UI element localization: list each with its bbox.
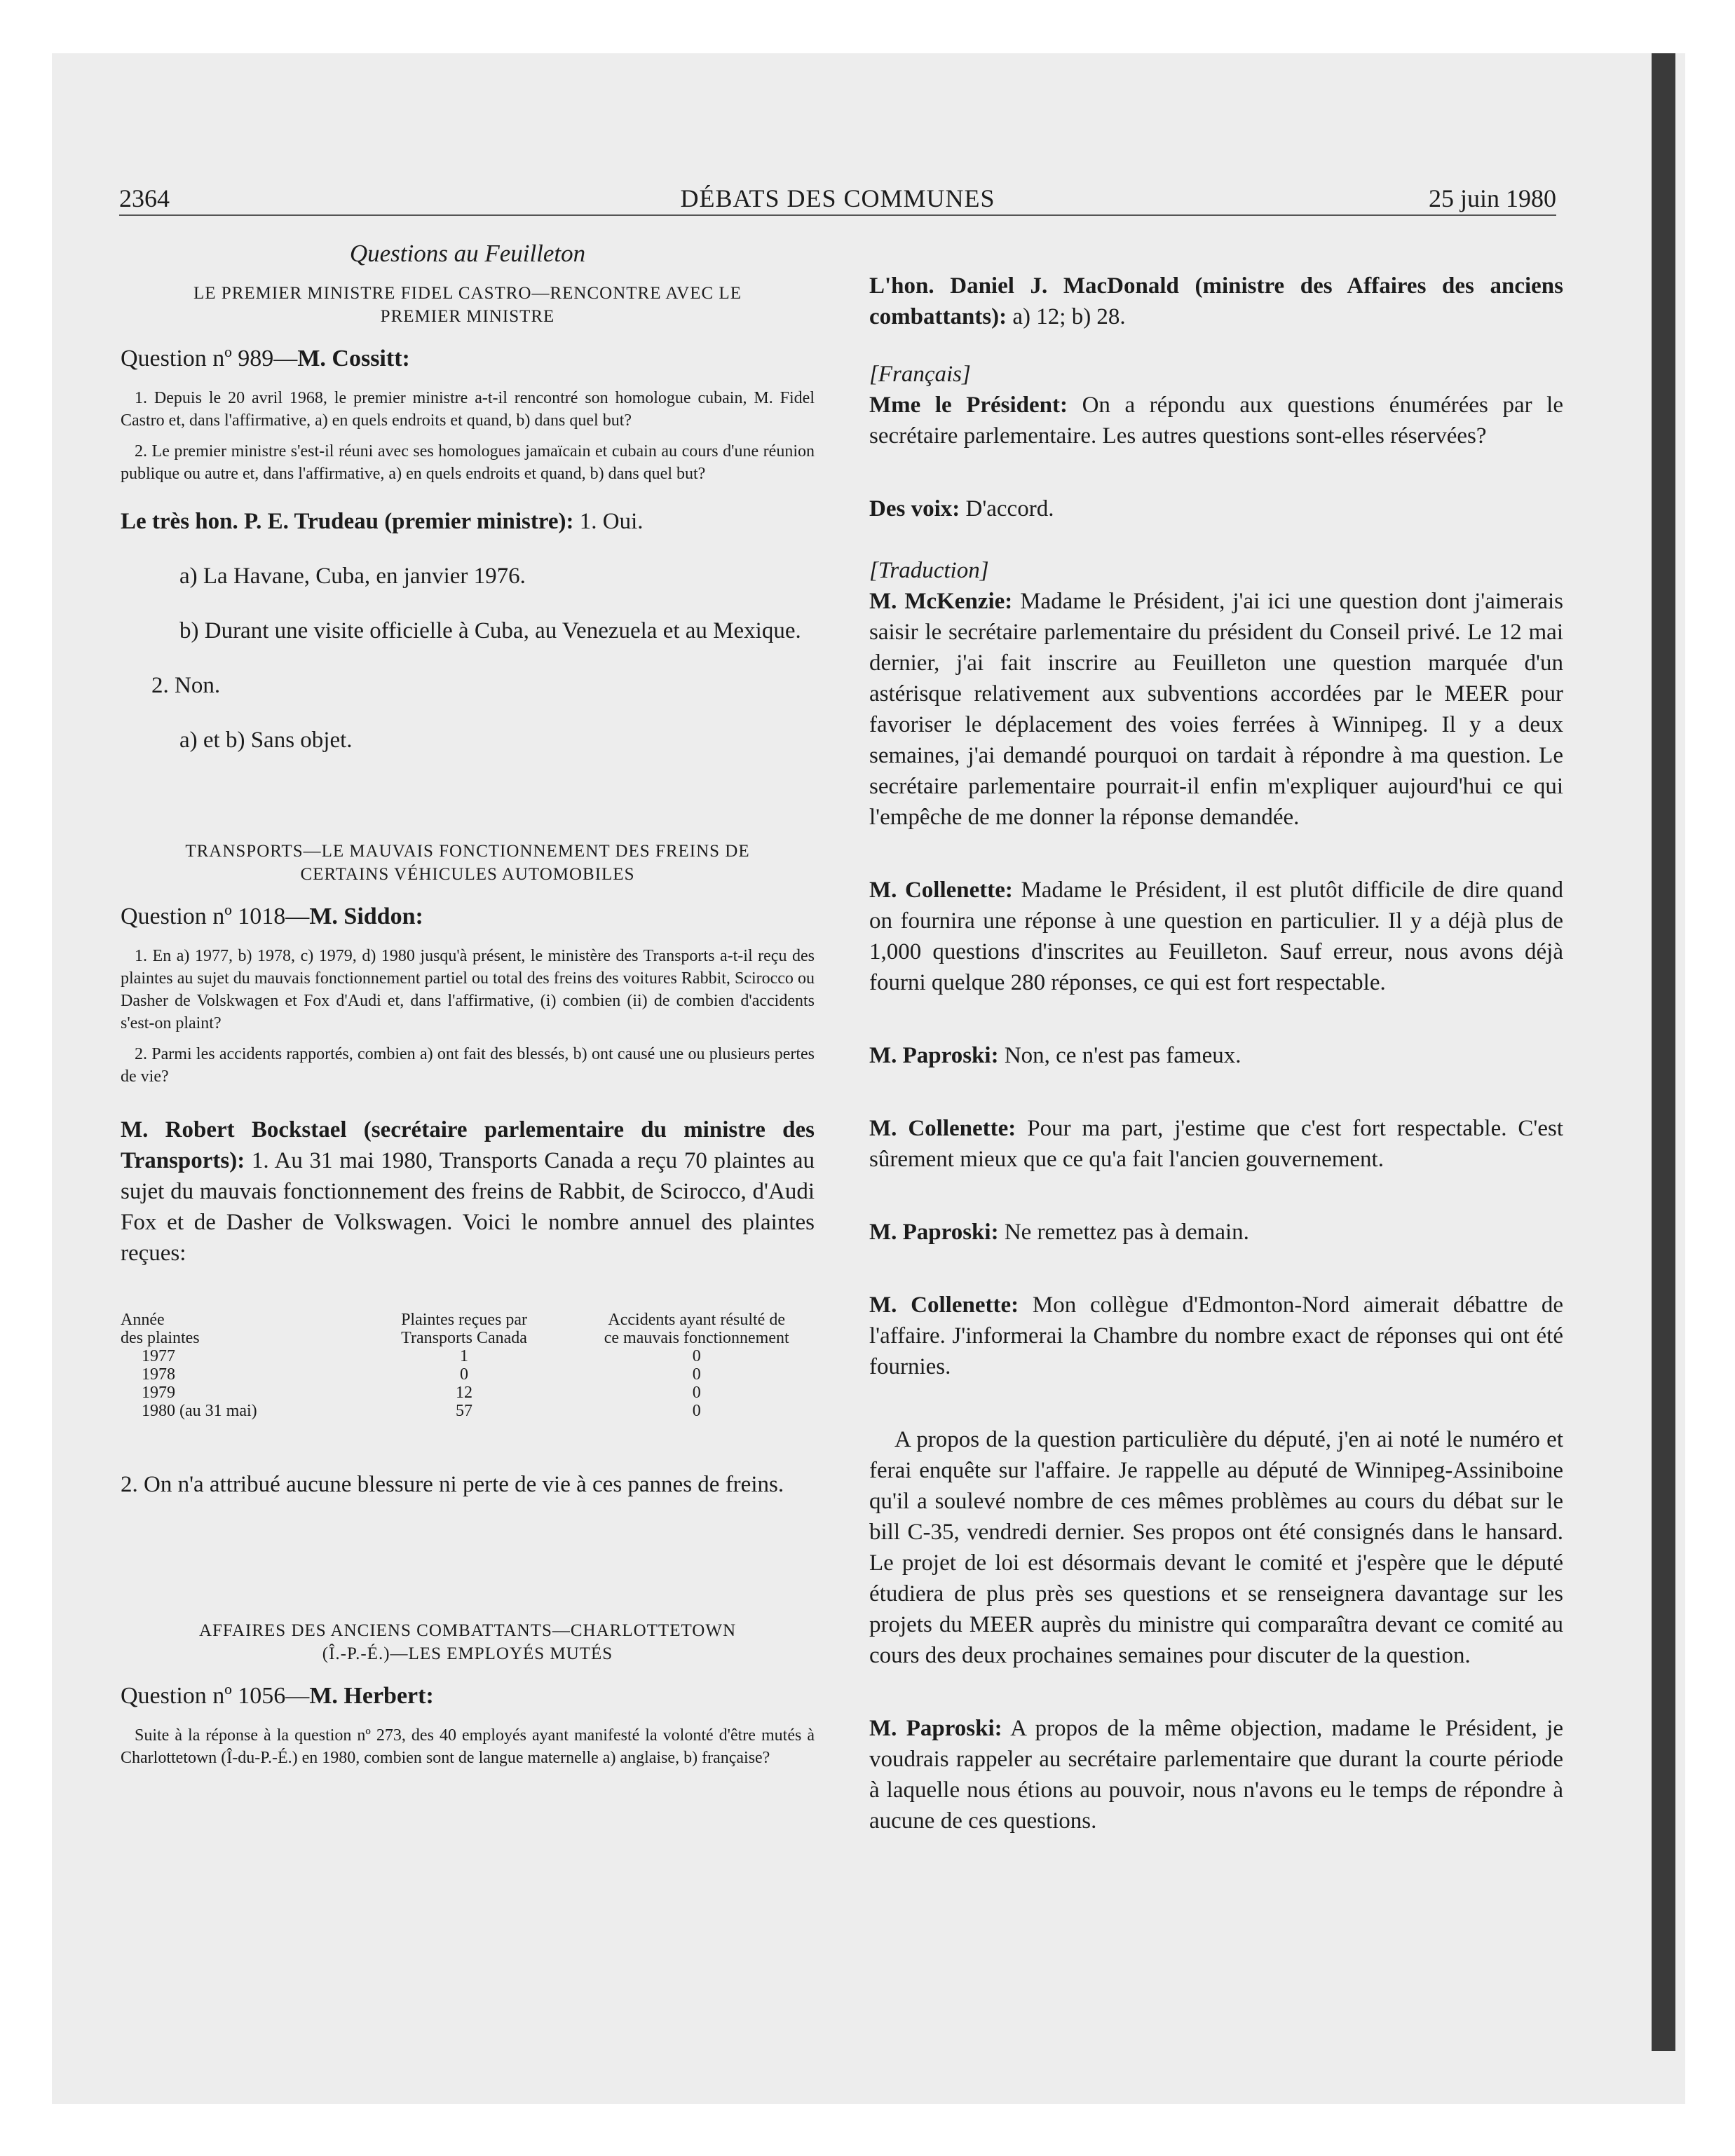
q989-answer-2: 2. Non. — [151, 673, 221, 698]
scan-edge-bar — [1652, 53, 1675, 2051]
question-1018 — [121, 840, 815, 1500]
speech-paproski-1-text: Non, ce n'est pas fameux. — [998, 1043, 1241, 1068]
speaker-paproski: M. Paproski: — [869, 1716, 1002, 1741]
q1056-text — [121, 1724, 815, 1769]
speech-mckenzie — [869, 586, 1563, 833]
speech-president — [869, 390, 1563, 451]
speech-paproski-3 — [869, 1713, 1563, 1836]
q989-answer-start: 1. Oui. — [573, 509, 644, 534]
speech-mckenzie-text: Madame le Président, j'ai ici une question dont j'aimerais saisir le secrétaire parlementaire du président du Conseil privé. Le 12 mai dernier, j'ai fait inscrire au Feuilleton une question marquée d'un astérisque relativement aux subventions accordées par le MEER pour favoriser le déplacement des voies ferrées à Winnipeg. Il y a deux semaines, j'ai demandé pourquoi on tardait à répondre à ma question. Le secrétaire parlementaire pourrait-il enfin m'expliquer aujourd'hui ce qui l'empêche de me donner la réponse demandée. — [869, 589, 1564, 830]
table-header-cell: Transports Canada — [401, 1329, 527, 1347]
q989-text — [121, 387, 815, 485]
q1056-number: Question nº 1056— — [121, 1683, 310, 1709]
table-cell: 1980 (au 31 mai) — [142, 1402, 257, 1420]
q1056-heading-line2: (Î.-P.-É.)—LES EMPLOYÉS MUTÉS — [322, 1644, 613, 1663]
speech-des-voix — [869, 493, 1563, 524]
speech-paproski-2-text: Ne remettez pas à demain. — [998, 1220, 1249, 1245]
speaker-collenette: M. Collenette: — [869, 878, 1013, 903]
q1018-number: Question nº 1018— — [121, 903, 310, 929]
question-1056 — [121, 1619, 815, 1769]
table-header-row — [121, 1311, 815, 1329]
speech-macdonald-text: a) 12; b) 28. — [1007, 304, 1126, 329]
page-header — [119, 181, 1556, 216]
header-title: DÉBATS DES COMMUNES — [680, 184, 995, 212]
q1018-answer-2: 2. On n'a attribué aucune blessure ni perte de vie à ces pannes de freins. — [121, 1472, 784, 1497]
q1018-answer-text: 1. Au 31 mai 1980, Transports Canada a reçu 70 plaintes au sujet du mauvais fonctionnement des freins de Rabbit, de Scirocco, d'Audi Fox et de Dasher de Volkswagen. Voici le nombre annuel des plaintes reçues: — [121, 1148, 815, 1266]
table-header-cell: ce mauvais fonctionnement — [604, 1329, 789, 1347]
speech-collenette-3-text: Mon collègue d'Edmonton-Nord aimerait débattre de l'affaire. J'informerai la Chambre du nombre exact de réponses qui ont été fournies. — [869, 1292, 1564, 1379]
q989-p2: 2. Le premier ministre s'est-il réuni avec ses homologues jamaïcain et cubain au cours d'une réunion publique ou autre et, dans l'affirmative, a) en quels endroits et quand, b) dans quel but? — [121, 442, 815, 483]
table-header-cell: Année — [121, 1311, 165, 1329]
speaker-collenette: M. Collenette: — [869, 1116, 1016, 1141]
table-cell: 12 — [456, 1384, 473, 1402]
table-cell: 1979 — [142, 1384, 175, 1402]
speaker-paproski: M. Paproski: — [869, 1043, 999, 1068]
q1056-asker: M. Herbert: — [309, 1683, 434, 1709]
table-cell: 0 — [692, 1365, 701, 1384]
speaker-macdonald: L'hon. Daniel J. MacDonald (ministre des Affaires des anciens combattants): — [869, 273, 1563, 329]
table-cell: 0 — [692, 1384, 701, 1402]
speaker-des-voix: Des voix: — [869, 496, 960, 521]
speech-collenette-2-text: Pour ma part, j'estime que c'est fort respectable. C'est sûrement mieux que ce qu'a fait l'ancien gouvernement. — [869, 1116, 1564, 1172]
section-title: Questions au Feuilleton — [349, 240, 586, 267]
table-cell: 0 — [460, 1365, 469, 1384]
table-cell: 0 — [692, 1402, 701, 1420]
q989-p1: 1. Depuis le 20 avril 1968, le premier ministre a-t-il rencontré son homologue cubain, M. Fidel Castro et, dans l'affirmative, a) en quels endroits et quand, b) dans quel but? — [121, 389, 815, 430]
q1056-heading-line1: AFFAIRES DES ANCIENS COMBATTANTS—CHARLOTTETOWN — [198, 1621, 737, 1640]
table-cell: 0 — [692, 1347, 701, 1365]
speech-collenette-1-text: Madame le Président, il est plutôt difficile de dire quand on fournira une réponse à une question en particulier. Il y a déjà plus de 1,000 questions d'inscrites au Feuilleton. Sauf erreur, nous avons déjà fourni quelque 280 réponses, ce qui est fort respectable. — [869, 878, 1564, 995]
speech-president-text: On a répondu aux questions énumérées par le secrétaire parlementaire. Les autres questions sont-elles réservées? — [869, 393, 1563, 449]
table-row — [121, 1365, 815, 1384]
table-cell: 1978 — [142, 1365, 175, 1384]
q1018-label — [121, 901, 815, 932]
header-page-number: 2364 — [119, 184, 170, 212]
q989-answer-a: a) La Havane, Cuba, en janvier 1976. — [179, 564, 526, 589]
language-tag-traduction: [Traduction] — [869, 558, 989, 583]
table-header-row — [121, 1329, 815, 1347]
complaints-table — [121, 1311, 815, 1420]
left-column — [121, 223, 815, 1778]
speaker-paproski: M. Paproski: — [869, 1220, 999, 1245]
speech-des-voix-text: D'accord. — [960, 496, 1054, 521]
speech-collenette-1 — [869, 875, 1563, 998]
table-cell: 57 — [456, 1402, 473, 1420]
q989-asker: M. Cossitt: — [297, 346, 410, 371]
table-header-cell: des plaintes — [121, 1329, 200, 1347]
q1056-p1: Suite à la réponse à la question nº 273, des 40 employés ayant manifesté la volonté d'être mutés à Charlottetown (Î-du-P.-É.) en 1980, combien sont de langue maternelle a) anglaise, b) française? — [121, 1726, 815, 1767]
q989-label — [121, 343, 815, 374]
q1018-heading-line2: CERTAINS VÉHICULES AUTOMOBILES — [300, 865, 635, 884]
speech-paproski-1 — [869, 1040, 1563, 1071]
speaker-president: Mme le Président: — [869, 393, 1068, 418]
q989-answer-ab: a) et b) Sans objet. — [179, 728, 353, 753]
q1018-asker: M. Siddon: — [309, 903, 423, 929]
speech-collenette-2 — [869, 1113, 1563, 1175]
table-row — [121, 1402, 815, 1420]
q989-number: Question nº 989— — [121, 346, 298, 371]
header-rule — [119, 214, 1556, 216]
q989-answer-b: b) Durant une visite officielle à Cuba, au Venezuela et au Mexique. — [179, 618, 801, 643]
table-cell: 1 — [460, 1347, 469, 1365]
question-989 — [121, 282, 815, 756]
speaker-collenette: M. Collenette: — [869, 1292, 1019, 1318]
table-row — [121, 1384, 815, 1402]
table-cell: 1977 — [142, 1347, 175, 1365]
q1018-text — [121, 945, 815, 1088]
q1056-label — [121, 1681, 815, 1712]
right-column — [869, 223, 1563, 1836]
table-header-cell: Plaintes reçues par — [401, 1311, 527, 1329]
q1018-heading-line1: TRANSPORTS—LE MAUVAIS FONCTIONNEMENT DES FREINS DE — [185, 842, 750, 861]
speech-collenette-3 — [869, 1290, 1563, 1382]
q1018-p2: 2. Parmi les accidents rapportés, combien a) ont fait des blessés, b) ont causé une ou plusieurs pertes de vie? — [121, 1045, 815, 1086]
q1018-answer-speaker: M. Robert Bockstael (secrétaire parlementaire du ministre des Transports): — [121, 1117, 815, 1173]
speech-macdonald — [869, 271, 1563, 332]
q989-answer — [121, 506, 815, 537]
q989-answer-speaker: Le très hon. P. E. Trudeau (premier ministre): — [121, 509, 574, 534]
speech-collenette-4: A propos de la question particulière du député, j'en ai noté le numéro et ferai enquête sur l'affaire. Je rappelle au député de Winnipeg-Assiniboine qu'il a soulevé nombre de ces mêmes problèmes au cours du débat sur le bill C-35, vendredi dernier. Ses propos ont été consignés dans le hansard. Le projet de loi est désormais devant le comité et j'espère que le député étudiera de plus près ses questions et se renseignera davantage sur les projets du MEER auprès du ministre qui comparaîtra devant ce comité au cours des deux prochaines semaines pour discuter de la question. — [869, 1427, 1563, 1668]
speaker-mckenzie: M. McKenzie: — [869, 589, 1013, 614]
speech-paproski-2 — [869, 1217, 1563, 1248]
q989-heading-line2: PREMIER MINISTRE — [380, 307, 555, 326]
header-date: 25 juin 1980 — [1428, 184, 1556, 212]
language-tag-francais: [Français] — [869, 362, 971, 387]
table-row — [121, 1347, 815, 1365]
q989-heading-line1: LE PREMIER MINISTRE FIDEL CASTRO—RENCONTRE AVEC LE — [193, 284, 742, 303]
q1018-answer — [121, 1114, 815, 1269]
table-header-cell: Accidents ayant résulté de — [608, 1311, 785, 1329]
q1018-p1: 1. En a) 1977, b) 1978, c) 1979, d) 1980 jusqu'à présent, le ministère des Transports a-t-il reçu des plaintes au sujet du mauvais fonctionnement partiel ou total des freins des voitures Rabbit, Scirocco ou Dasher de Volskwagen et Fox d'Audi et, dans l'affirmative, (i) combien (ii) de combien d'accidents s'est-on plaint? — [121, 947, 815, 1032]
speech-paproski-3-text: A propos de la même objection, madame le Président, je voudrais rappeler au secrétaire parlementaire que durant la courte période à laquelle nous étions au pouvoir, nous n'avons eu le temps de répondre à aucune de ces questions. — [869, 1716, 1564, 1834]
